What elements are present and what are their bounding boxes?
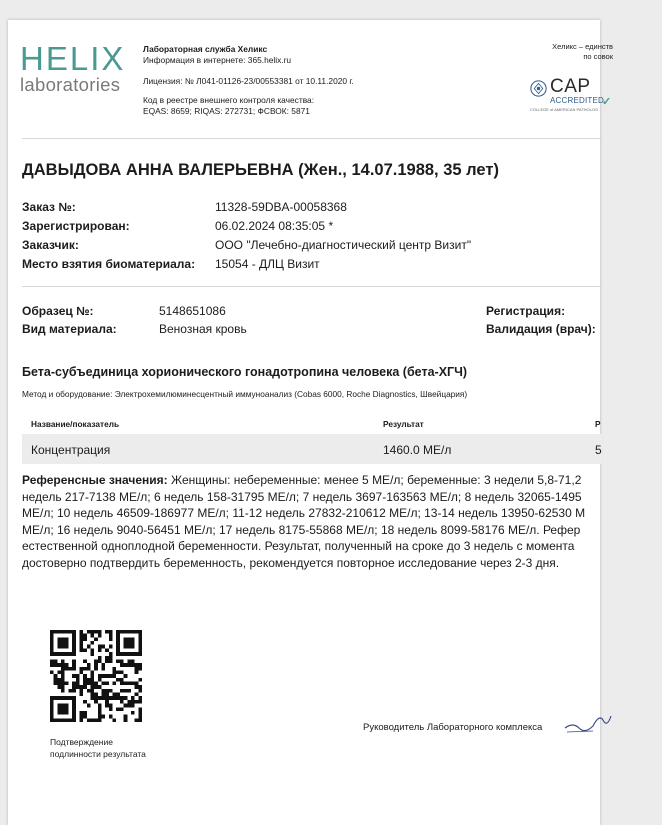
org-name: Лабораторная служба Хеликс: [143, 44, 268, 54]
column-header-extra: Р: [595, 419, 601, 429]
registered-value: 06.02.2024 08:35:05 *: [215, 219, 334, 233]
cap-logo-text: CAP: [550, 76, 591, 97]
reference-values: [22, 472, 662, 571]
row-result-value: 1460.0 МЕ/л: [383, 443, 452, 457]
sample-number-label: Образец №:: [22, 304, 94, 318]
material-type-value: Венозная кровь: [159, 322, 247, 336]
column-header-result: Результат: [383, 419, 424, 429]
reference-line-1: Женщины: небеременные: менее 5 МЕ/л; беременные: 3 недели 5,8-71,2: [167, 473, 582, 487]
order-number-value: 11328-59DBA-00058368: [215, 200, 347, 214]
cap-accreditation-logo: [530, 76, 610, 116]
registration-label: Регистрация:: [486, 304, 566, 318]
test-method: Метод и оборудование: Электрохемилюминесцентный иммуноанализ (Cobas 6000, Roche Diagnostics, Швейцария): [22, 389, 468, 399]
qr-caption: [50, 736, 146, 760]
test-title: Бета-субъединица хорионического гонадотропина человека (бета-ХГЧ): [22, 365, 468, 379]
order-number-label: Заказ №:: [22, 200, 76, 214]
cap-caption-line-2: по совок: [583, 52, 613, 61]
reference-line-4: МЕ/л; 16 недель 9040-56451 МЕ/л; 17 недель 8175-55868 МЕ/л; 18 недель 8099-58176 МЕ/л. Рефер: [22, 522, 581, 537]
registered-label: Зарегистрирован:: [22, 219, 130, 233]
cap-caption-line-1: Хеликс – единств: [552, 42, 613, 51]
lab-info: [143, 44, 354, 117]
quality-line-2: EQAS: 8659; RIQAS: 272731; ФСВОК: 5871: [143, 106, 310, 116]
website-line: Информация в интернете: 365.helix.ru: [143, 55, 292, 65]
quality-line-1: Код в реестре внешнего контроля качества:: [143, 95, 315, 105]
reference-line-2: недель 217-7138 МЕ/л; 6 недель 158-31795 МЕ/л; 7 недель 3697-163563 МЕ/л; 8 недель 32065-1495: [22, 489, 582, 504]
lab-report-page: [8, 20, 613, 825]
customer-label: Заказчик:: [22, 238, 79, 252]
sample-number-value: 5148651086: [159, 304, 226, 318]
biomaterial-place-value: 15054 - ДЛЦ Визит: [215, 257, 320, 271]
order-divider: [22, 286, 602, 287]
reference-line-6: достоверно подтвердить беременность, рекомендуется повторное исследование через 2-3 дня.: [22, 555, 560, 570]
patient-heading: ДАВЫДОВА АННА ВАЛЕРЬЕВНА (Жен., 14.07.1988, 35 лет): [22, 161, 499, 179]
cap-emblem-icon: [530, 80, 547, 97]
qr-caption-line-2: подлинности результата: [50, 749, 146, 759]
column-header-name: Название/показатель: [31, 419, 120, 429]
cap-caption: [513, 42, 613, 62]
reference-line-5: естественной одноплодной беременности. Результат, полученный на сроке до 3 недель с момента: [22, 539, 575, 553]
qr-modules: [50, 630, 142, 722]
logo-laboratories-text: laboratories: [20, 74, 121, 95]
handwritten-signature: [563, 708, 613, 738]
row-extra-value: 5: [595, 443, 602, 457]
license-line: Лицензия: № Л041-01126-23/00553381 от 10.11.2020 г.: [143, 76, 354, 86]
validation-label: Валидация (врач):: [486, 322, 596, 336]
qr-caption-line-1: Подтверждение: [50, 737, 113, 747]
logo-helix-text: HELIX: [20, 40, 126, 77]
header-divider: [22, 138, 602, 139]
qr-code-icon[interactable]: [50, 630, 142, 722]
row-indicator-name: Концентрация: [31, 443, 111, 457]
cap-accredited-text: ACCREDITED: [550, 96, 605, 105]
signature-label: Руководитель Лабораторного комплекса: [363, 722, 543, 733]
material-type-label: Вид материала:: [22, 322, 117, 336]
customer-value: ООО "Лечебно-диагностический центр Визит": [215, 238, 472, 252]
biomaterial-place-label: Место взятия биоматериала:: [22, 257, 196, 271]
reference-label: Референсные значения:: [22, 473, 168, 487]
helix-logo: [20, 40, 126, 96]
checkmark-icon: ✓: [602, 96, 612, 108]
reference-line-3: МЕ/л; 10 недель 46509-186977 МЕ/л; 11-12 недель 27832-210612 МЕ/л; 13-14 недель 13950-62530 М: [22, 506, 586, 520]
cap-sub-text: COLLEGE of AMERICAN PATHOLOG: [530, 107, 599, 112]
